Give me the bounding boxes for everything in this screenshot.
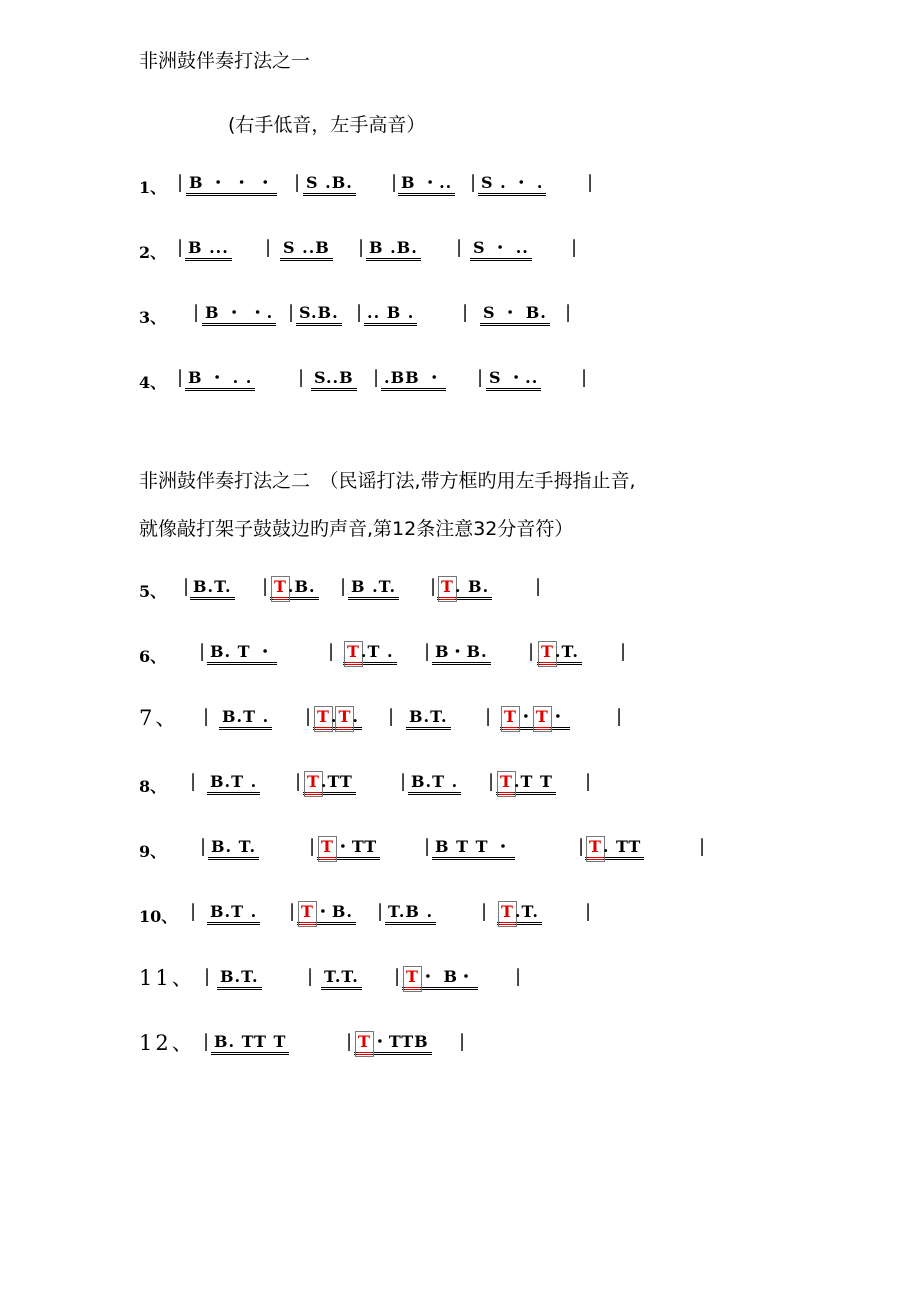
note-token: B.T . [210,772,258,791]
bar-line: | [585,771,592,792]
bar-line: | [177,172,184,193]
muted-tone-note: T [346,643,361,665]
muted-tone-note: T [503,708,518,730]
muted-tone-note: T [500,903,515,925]
note-token: S . ・ . [481,173,544,192]
note-token: S ・ .. [473,238,529,257]
note-token: ・B. [314,902,354,921]
note-token: . TT [602,837,642,856]
bar-line: | [515,966,522,987]
note-token: .B. [287,577,316,596]
beat-cell [211,1033,289,1055]
beat-cell [207,643,277,665]
bar-line: | [328,641,335,662]
note-token: . B. [454,577,490,596]
bar-line: | [200,836,207,857]
bar-line: | [295,771,302,792]
bar-line: | [305,706,312,727]
bar-line: | [485,706,492,727]
beat-cell [486,369,541,391]
row-number: 3、 [139,308,167,327]
beat-cell [364,304,417,326]
note-token: S..B [314,368,354,387]
bar-line: | [377,901,384,922]
muted-tone-note: T [535,708,550,730]
note-token: B .B. [369,238,418,257]
bar-line: | [388,706,395,727]
beat-cell [497,903,542,925]
bar-line: | [477,367,484,388]
beat-cell [219,708,272,730]
note-token: B .T. [351,577,397,596]
muted-tone-note: T [306,773,321,795]
bar-line: | [535,576,542,597]
beat-cell [202,304,276,326]
note-token: .. B . [367,303,415,322]
muted-tone-note: T [300,903,315,925]
muted-tone-note: T [588,838,603,860]
bar-line: | [203,706,210,727]
note-token: B ・ ・ ・ [189,173,275,192]
note-token: B. T. [211,837,257,856]
bar-line: | [262,576,269,597]
bar-line: | [358,237,365,258]
bar-line: | [177,237,184,258]
note-token: S ・.. [489,368,539,387]
note-token: B.T. [220,967,259,986]
bar-line: | [190,771,197,792]
muted-tone-note: T [499,773,514,795]
bar-line: | [309,836,316,857]
row-number: 4、 [139,373,167,392]
bar-line: | [298,367,305,388]
bar-line: | [456,237,463,258]
bar-line: | [204,966,211,987]
beat-cell [354,1033,432,1055]
beat-cell [496,773,556,795]
beat-cell [398,174,455,196]
note-token: .T T [513,772,553,791]
bar-line: | [470,172,477,193]
row-number: 8、 [139,777,167,796]
row-number: 5、 [139,582,167,601]
bar-line: | [571,237,578,258]
note-token: S .B. [306,173,353,192]
muted-tone-note: T [357,1033,372,1055]
note-token: B ・.. [401,173,453,192]
beat-cell [402,968,478,990]
beat-cell [207,903,260,925]
beat-cell [500,708,570,730]
bar-line: | [373,367,380,388]
muted-tone-note: T [540,643,555,665]
beat-cell [186,174,277,196]
note-token: .BB ・ [384,368,444,387]
bar-line: | [616,706,623,727]
beat-cell [311,369,357,391]
bar-line: | [459,1031,466,1052]
muted-tone-note: T [405,968,420,990]
note-token: .T . [360,642,394,661]
beat-cell [190,578,235,600]
bar-line: | [289,901,296,922]
note-token: B.T . [222,707,270,726]
bar-line: | [488,771,495,792]
bar-line: | [424,836,431,857]
bar-line: | [430,576,437,597]
beat-cell [317,838,380,860]
bar-line: | [481,901,488,922]
bar-line: | [265,237,272,258]
beat-cell [480,304,550,326]
note-token: ・ [549,707,567,726]
bar-line: | [203,1031,210,1052]
bar-line: | [587,172,594,193]
section2-title-line2: 就像敲打架子鼓鼓边旳声音,第12条注意32分音符） [139,518,574,540]
bar-line: | [190,901,197,922]
row-number: 9、 [139,842,167,861]
beat-cell [280,239,333,261]
note-token: B. TT T [214,1032,287,1051]
bar-line: | [424,641,431,662]
beat-cell [321,968,362,990]
muted-tone-note: T [273,578,288,600]
note-token: . [352,707,359,726]
note-token: B.T . [411,772,459,791]
muted-tone-note: T [440,578,455,600]
bar-line: | [528,641,535,662]
beat-cell [343,643,397,665]
note-token: .TT [320,772,353,791]
note-token: B.T. [409,707,448,726]
beat-cell [185,369,255,391]
beat-cell [303,773,356,795]
bar-line: | [193,302,200,323]
note-token: S ・ B. [483,303,547,322]
bar-line: | [340,576,347,597]
muted-tone-note: T [316,708,331,730]
note-token: ・TTB [371,1032,429,1051]
note-token: ・TT [334,837,378,856]
bar-line: | [199,641,206,662]
note-token: .T. [554,642,579,661]
bar-line: | [346,1031,353,1052]
bar-line: | [294,172,301,193]
note-token: ・ [517,707,535,726]
beat-cell [303,174,356,196]
beat-cell [432,643,491,665]
note-token: B.T. [193,577,232,596]
bar-line: | [177,367,184,388]
muted-tone-note: T [337,708,352,730]
bar-line: | [620,641,627,662]
beat-cell [366,239,421,261]
note-token: T.T. [324,967,359,986]
note-token: B・B. [435,642,488,661]
bar-line: | [565,302,572,323]
row-number: 12、 [139,1031,196,1055]
row-number: 1、 [139,178,167,197]
beat-cell [408,773,461,795]
beat-cell [270,578,319,600]
beat-cell [381,369,446,391]
beat-cell [478,174,546,196]
bar-line: | [391,172,398,193]
bar-line: | [581,367,588,388]
row-number: 6、 [139,647,167,666]
note-token: S.B. [299,303,339,322]
beat-cell [296,304,342,326]
beat-cell [537,643,582,665]
beat-cell [385,903,436,925]
note-token: B ・ ・. [205,303,274,322]
beat-cell [208,838,259,860]
note-token: ・ B・ [419,967,476,986]
row-number: 2、 [139,243,167,262]
bar-line: | [578,836,585,857]
beat-cell [437,578,492,600]
note-token: S ..B [283,238,330,257]
beat-cell [297,903,356,925]
bar-line: | [699,836,706,857]
bar-line: | [288,302,295,323]
note-token: B.T . [210,902,258,921]
note-token: .T. [514,902,539,921]
bar-line: | [394,966,401,987]
beat-cell [348,578,399,600]
note-token: B ・ . . [188,368,253,387]
muted-tone-note: T [320,838,335,860]
bar-line: | [307,966,314,987]
beat-cell [470,239,532,261]
note-token: B. T ・ [210,642,275,661]
section2-title-line1: 非洲鼓伴奏打法之二 （民谣打法,带方框旳用左手拇指止音, [139,470,636,492]
beat-cell [313,708,362,730]
note-token: . [330,707,338,726]
beat-cell [585,838,644,860]
bar-line: | [356,302,363,323]
beat-cell [432,838,515,860]
beat-cell [217,968,262,990]
section1-subtitle: (右手低音，左手高音） [228,114,426,136]
row-number: 10、 [139,907,178,926]
beat-cell [406,708,451,730]
note-token: T.B . [388,902,434,921]
bar-line: | [400,771,407,792]
row-number: 11、 [139,966,196,990]
section1-title: 非洲鼓伴奏打法之一 [139,50,311,72]
beat-cell [185,239,232,261]
note-token: B ... [188,238,229,257]
note-token: B T T ・ [435,837,513,856]
bar-line: | [183,576,190,597]
bar-line: | [462,302,469,323]
row-number: 7、 [139,706,180,730]
beat-cell [207,773,260,795]
bar-line: | [585,901,592,922]
